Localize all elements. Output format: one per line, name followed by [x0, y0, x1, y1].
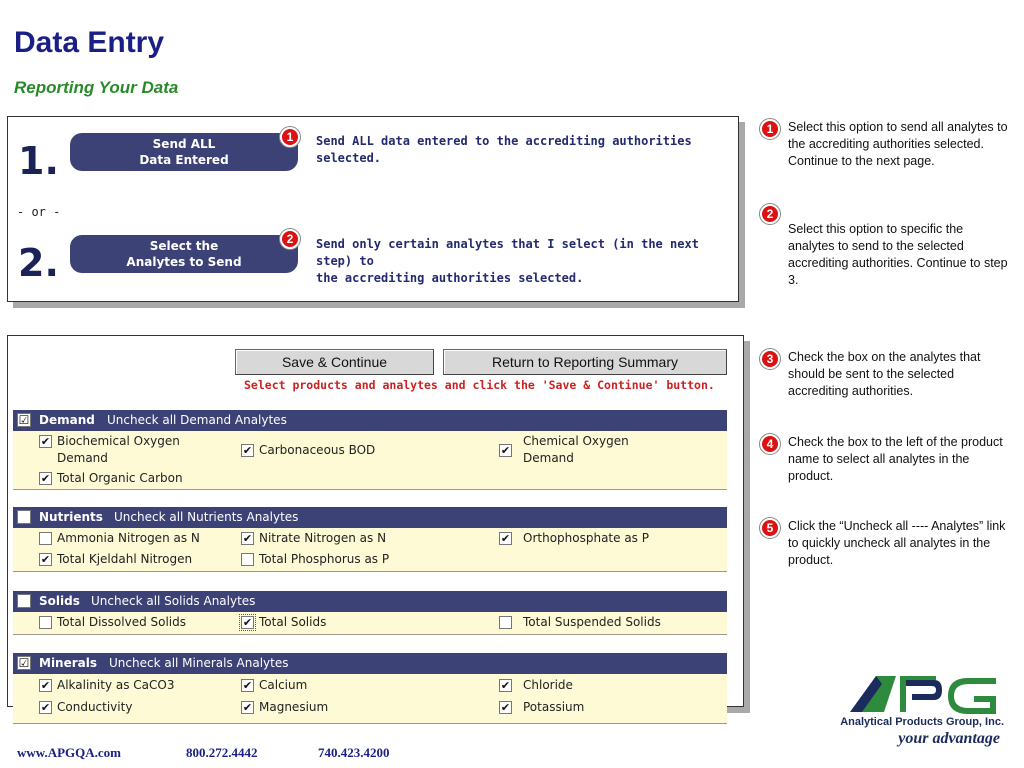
category-checkbox-demand[interactable]: ☑ [18, 413, 30, 427]
save-continue-button[interactable]: Save & Continue [235, 349, 434, 375]
category-items-demand [13, 431, 727, 490]
analyte-label: Carbonaceous BOD [259, 443, 376, 457]
select-analytes-description-line1: Send only certain analytes that I select (in the next step) to [316, 237, 699, 268]
category-name-minerals: Minerals [39, 656, 98, 670]
select-analytes-description [316, 236, 738, 287]
category-header-minerals [13, 653, 727, 674]
analyte-label: Total Kjeldahl Nitrogen [57, 552, 193, 566]
analyte-label: Calcium [259, 678, 308, 692]
note-text-3: Check the box on the analytes that should be sent to the selected accrediting authorities. [788, 350, 981, 398]
step-number-2: 2. [18, 241, 59, 285]
logo-company-name: Analytical Products Group, Inc. [840, 716, 1004, 728]
note-text-2: Select this option to specific the analytes to send to the selected accrediting authorities. Continue to step 3. [788, 222, 1008, 287]
send-all-description [316, 133, 692, 167]
note-text-4: Check the box to the left of the product name to select all analytes in the product. [788, 435, 1003, 483]
analyte-checkbox[interactable]: ✔ [500, 532, 511, 545]
uncheck-all-solids-link[interactable]: Uncheck all Solids Analytes [91, 594, 256, 608]
uncheck-all-demand-link[interactable]: Uncheck all Demand Analytes [107, 413, 287, 427]
analyte-checkbox[interactable]: ✔ [500, 444, 511, 457]
category-items-solids [13, 612, 727, 635]
select-analytes-button[interactable] [70, 235, 298, 273]
apg-logo-mark-icon [826, 672, 1006, 718]
select-analytes-button-line1: Select the [149, 239, 219, 253]
note-badge-1: 1 [760, 119, 780, 139]
category-header-demand [13, 410, 727, 431]
uncheck-all-nutrients-link[interactable]: Uncheck all Nutrients Analytes [114, 510, 299, 524]
analyte-label: Chemical Oxygen Demand [523, 434, 629, 465]
category-name-solids: Solids [39, 594, 80, 608]
category-checkbox-minerals[interactable]: ☑ [18, 656, 30, 670]
select-analytes-description-line2: the accrediting authorities selected. [316, 271, 584, 285]
send-all-button-line1: Send ALL [152, 137, 216, 151]
category-checkbox-solids[interactable] [17, 594, 31, 608]
analyte-checkbox[interactable]: ✔ [40, 472, 51, 485]
analyte-checkbox[interactable]: ✔ [500, 701, 511, 714]
analyte-checkbox[interactable]: ✔ [40, 679, 51, 692]
analyte-checkbox[interactable]: ✔ [500, 679, 511, 692]
note-text-5: Click the “Uncheck all ---- Analytes” link to quickly uncheck all analytes in the product. [788, 519, 1006, 567]
analyte-checkbox[interactable]: ✔ [242, 679, 253, 692]
page-title: Data Entry [14, 26, 165, 59]
analyte-label: Potassium [523, 700, 585, 714]
badge-2: 2 [280, 229, 300, 249]
note-badge-4: 4 [760, 434, 780, 454]
page-subtitle: Reporting Your Data [14, 78, 179, 97]
select-analytes-button-line2: Analytes to Send [126, 255, 242, 269]
analyte-checkbox[interactable]: ✔ [40, 435, 51, 448]
note-text-1: Select this option to send all analytes to the accrediting authorities selected. Continue to the next page. [788, 120, 1008, 168]
analyte-label: Biochemical Oxygen Demand [57, 434, 180, 465]
analyte-label: Total Organic Carbon [57, 471, 183, 485]
uncheck-all-minerals-link[interactable]: Uncheck all Minerals Analytes [109, 656, 289, 670]
note-badge-3: 3 [760, 349, 780, 369]
category-header-nutrients [13, 507, 727, 528]
or-separator: - or - [17, 205, 61, 219]
instruction-text: Select products and analytes and click the 'Save & Continue' button. [244, 378, 715, 392]
footer-phone-2: 740.423.4200 [318, 745, 390, 760]
footer-website-link[interactable]: www.APGQA.com [17, 745, 121, 760]
analyte-label: Nitrate Nitrogen as N [259, 531, 387, 545]
category-checkbox-nutrients[interactable] [17, 510, 31, 524]
analyte-checkbox[interactable]: ✔ [242, 444, 253, 457]
analyte-label: Ammonia Nitrogen as N [57, 531, 200, 545]
analyte-label: Total Solids [259, 615, 327, 629]
return-summary-button[interactable]: Return to Reporting Summary [443, 349, 727, 375]
analyte-checkbox[interactable]: ✔ [40, 701, 51, 714]
analyte-checkbox[interactable]: ✔ [242, 701, 253, 714]
footer-phone-1: 800.272.4442 [186, 745, 258, 760]
note-badge-5: 5 [760, 518, 780, 538]
analyte-label: Alkalinity as CaCO3 [57, 678, 175, 692]
analyte-label: Magnesium [259, 700, 329, 714]
step-number-1: 1. [18, 139, 59, 183]
category-header-solids [13, 591, 727, 612]
analyte-label: Total Phosphorus as P [259, 552, 390, 566]
analyte-label: Total Suspended Solids [523, 615, 661, 629]
analyte-label: Total Dissolved Solids [57, 615, 187, 629]
category-name-demand: Demand [39, 413, 95, 427]
apg-logo [826, 672, 1006, 752]
analyte-checkbox[interactable] [499, 616, 512, 629]
analyte-checkbox[interactable]: ✔ [40, 553, 51, 566]
category-items-minerals [13, 674, 727, 724]
analyte-selection-panel [7, 335, 744, 714]
send-all-description-line2: selected. [316, 151, 382, 165]
category-name-nutrients: Nutrients [39, 510, 103, 524]
analyte-checkbox[interactable] [39, 616, 52, 629]
analyte-label: Chloride [523, 678, 573, 692]
logo-tagline: your advantage [898, 730, 1000, 747]
badge-1: 1 [280, 127, 300, 147]
analyte-label: Orthophosphate as P [523, 531, 649, 545]
analyte-label: Conductivity [57, 700, 133, 714]
send-all-button[interactable] [70, 133, 298, 171]
analyte-checkbox[interactable] [241, 553, 254, 566]
note-badge-2: 2 [760, 204, 780, 224]
analyte-checkbox[interactable]: ✔ [242, 532, 253, 545]
analyte-checkbox[interactable]: ✔ [242, 616, 253, 629]
category-items-nutrients [13, 528, 727, 572]
send-all-button-line2: Data Entered [139, 153, 229, 167]
send-all-description-line1: Send ALL data entered to the accrediting authorities [316, 134, 692, 148]
analyte-checkbox[interactable] [39, 532, 52, 545]
send-options-panel [7, 116, 739, 302]
